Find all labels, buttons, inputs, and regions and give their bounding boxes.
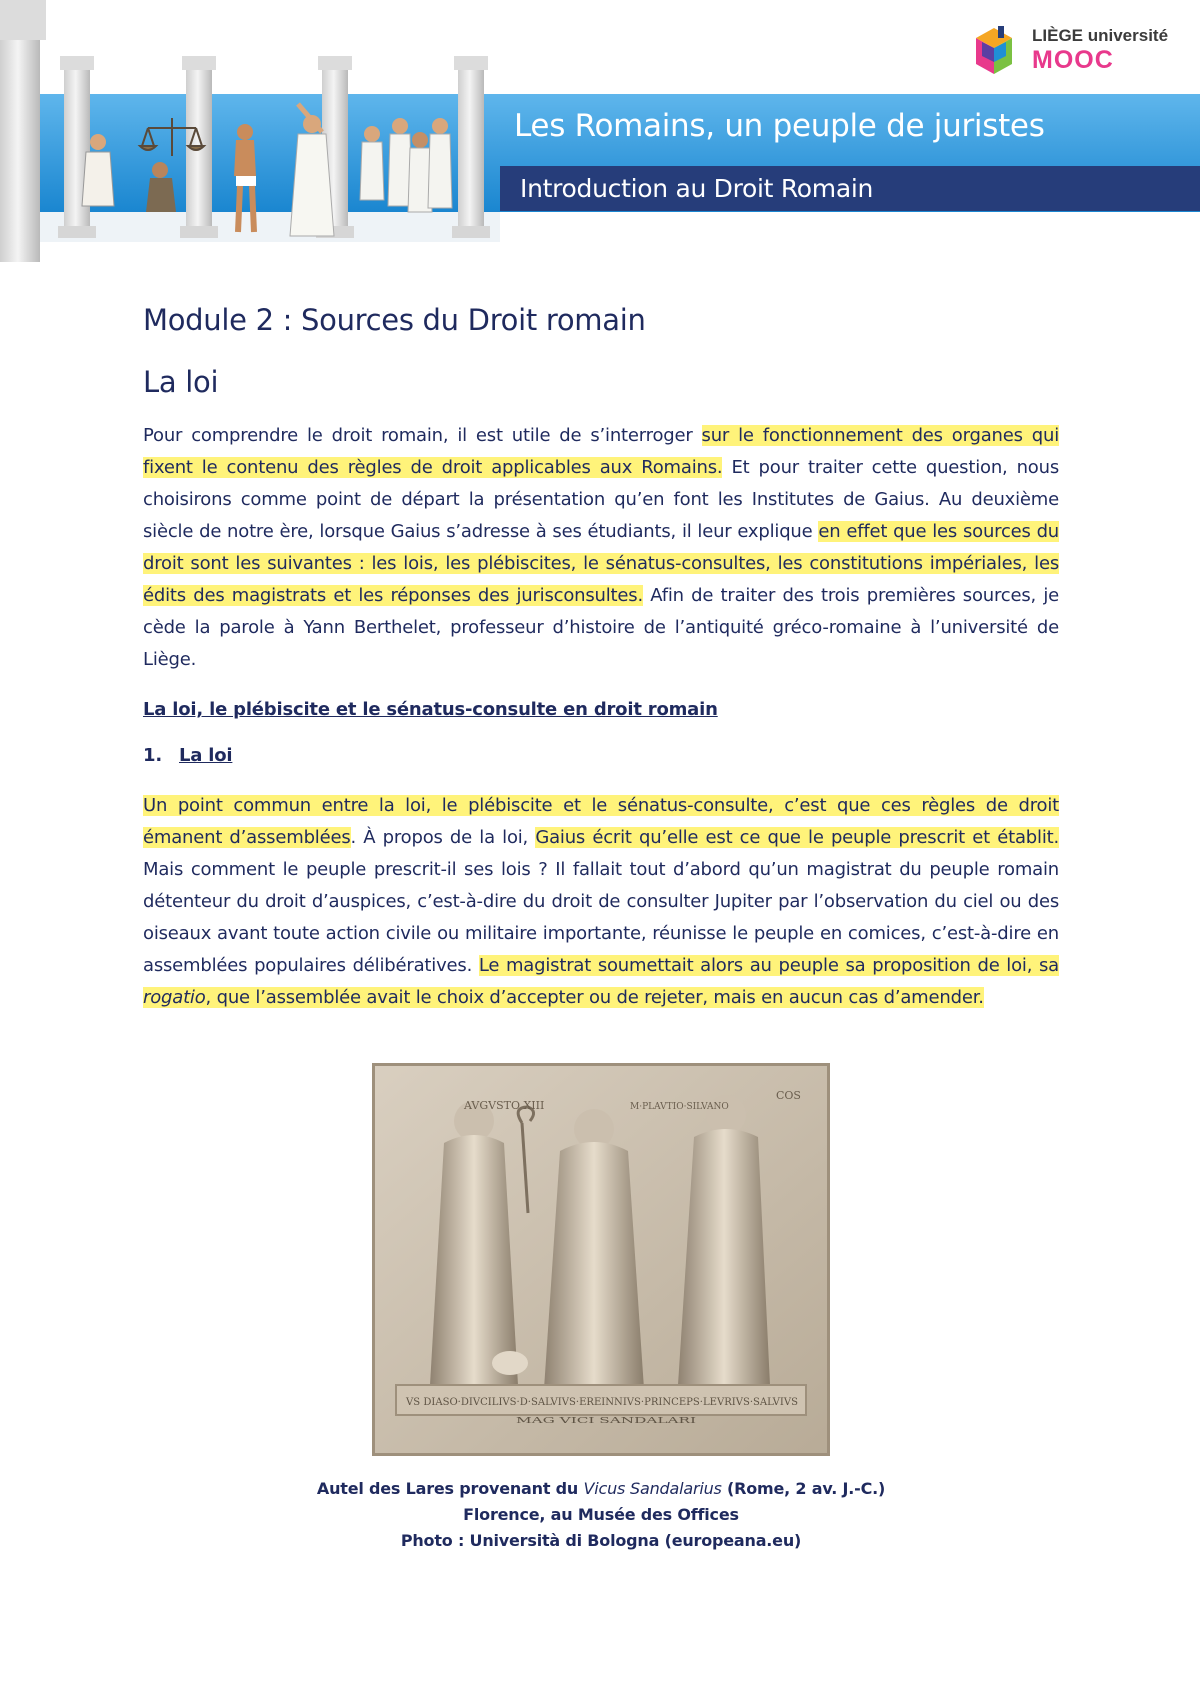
- liege-mooc-logo: [968, 24, 1178, 84]
- logo-mooc-text: MOOC: [1032, 46, 1114, 74]
- section-title: La loi: [143, 365, 219, 399]
- list-number: 1.: [143, 745, 162, 766]
- intro-paragraph: [143, 420, 1059, 676]
- inscription-top-right: COS: [776, 1089, 801, 1102]
- intro-highlight-2: en effet que les sources du droit sont les suivantes : les lois, les plébiscites, le sénatus-consultes, les constitutions impériales, les édits des magistrats et les réponses des jurisconsultes.: [143, 521, 1059, 606]
- inscription-base: VS DIASO·DIVCILIVS·D·SALVIVS·EREINNIVS·PRINCEPS·LEVRIVS·SALVIVS: [404, 1397, 799, 1408]
- altar-relief-photo: [372, 1063, 830, 1456]
- module-title: Module 2 : Sources du Droit romain: [143, 303, 646, 337]
- rogatio-term: rogatio: [143, 987, 206, 1008]
- body-paragraph: [143, 790, 1059, 1014]
- body-highlight-3a: Le magistrat soumettait alors au peuple sa proposition de loi, sa: [478, 955, 1059, 976]
- column-left-edge: [0, 0, 46, 262]
- intro-text-2: Et pour traiter cette question, nous choisirons comme point de départ la présentation qu’en font les Institutes de Gaius. Au deuxième siècle de notre ère, lorsque Gaius s’adresse à ses étudiants, il leur explique: [143, 457, 1059, 542]
- caption-text-1a: Autel des Lares provenant du: [316, 1479, 584, 1498]
- list-item-la-loi: [143, 740, 1059, 772]
- list-label: La loi: [179, 745, 233, 766]
- body-highlight-2: Gaius écrit qu’elle est ce que le peuple prescrit et établit.: [535, 827, 1060, 848]
- inscription-top-left: AVGVSTO XIII: [464, 1099, 545, 1112]
- document-body: [143, 300, 1059, 1014]
- body-text-1: . À propos de la loi,: [350, 827, 536, 848]
- header-banner: [0, 0, 1200, 270]
- logo-university-text: LIÈGE université: [1032, 26, 1169, 45]
- intro-text-3: Afin de traiter des trois premières sources, je cède la parole à Yann Berthelet, professeur d’histoire de l’antiquité gréco-romaine à l’université de Liège.: [143, 585, 1060, 670]
- inscription-base-sub: MAG VICI SANDALARI: [516, 1416, 696, 1425]
- caption-line-2: Florence, au Musée des Offices: [463, 1505, 739, 1524]
- inscription-top-mid: M·PLAVTIO·SILVANO: [630, 1102, 729, 1112]
- logo-cube-icon: [968, 24, 1024, 80]
- figure-caption: [143, 1476, 1059, 1554]
- course-title: Les Romains, un peuple de juristes: [514, 108, 1045, 144]
- caption-text-1b: (Rome, 2 av. J.-C.): [721, 1479, 886, 1498]
- caption-vicus: Vicus Sandalarius: [583, 1479, 722, 1498]
- caption-line-1: [143, 1476, 1059, 1502]
- subheading-sources: La loi, le plébiscite et le sénatus-consulte en droit romain: [143, 699, 718, 720]
- intro-highlight-1: sur le fonctionnement des organes qui fixent le contenu des règles de droit applicables aux Romains.: [143, 425, 1060, 478]
- course-subtitle: Introduction au Droit Romain: [520, 174, 874, 203]
- body-text-2: Mais comment le peuple prescrit-il ses lois ? Il fallait tout d’abord qu’un magistrat du peuple romain détenteur du droit d’auspices, c’est-à-dire du droit de consulter Jupiter par l’observation du ciel ou des oiseaux avant toute action civile ou militaire importante, réunisse le peuple en comices, c’est-à-dire en assemblées populaires délibératives.: [143, 859, 1059, 976]
- caption-line-3: Photo : Università di Bologna (europeana.eu): [400, 1531, 802, 1550]
- altar-relief-image: [372, 1063, 830, 1456]
- body-highlight-3b: , que l’assemblée avait le choix d’accepter ou de rejeter, mais en aucun cas d’amender.: [205, 987, 984, 1008]
- intro-text-1: Pour comprendre le droit romain, il est utile de s’interroger: [143, 425, 702, 446]
- body-highlight-1: Un point commun entre la loi, le plébiscite et le sénatus-consulte, c’est que ces règles de droit émanent d’assemblées: [143, 795, 1059, 848]
